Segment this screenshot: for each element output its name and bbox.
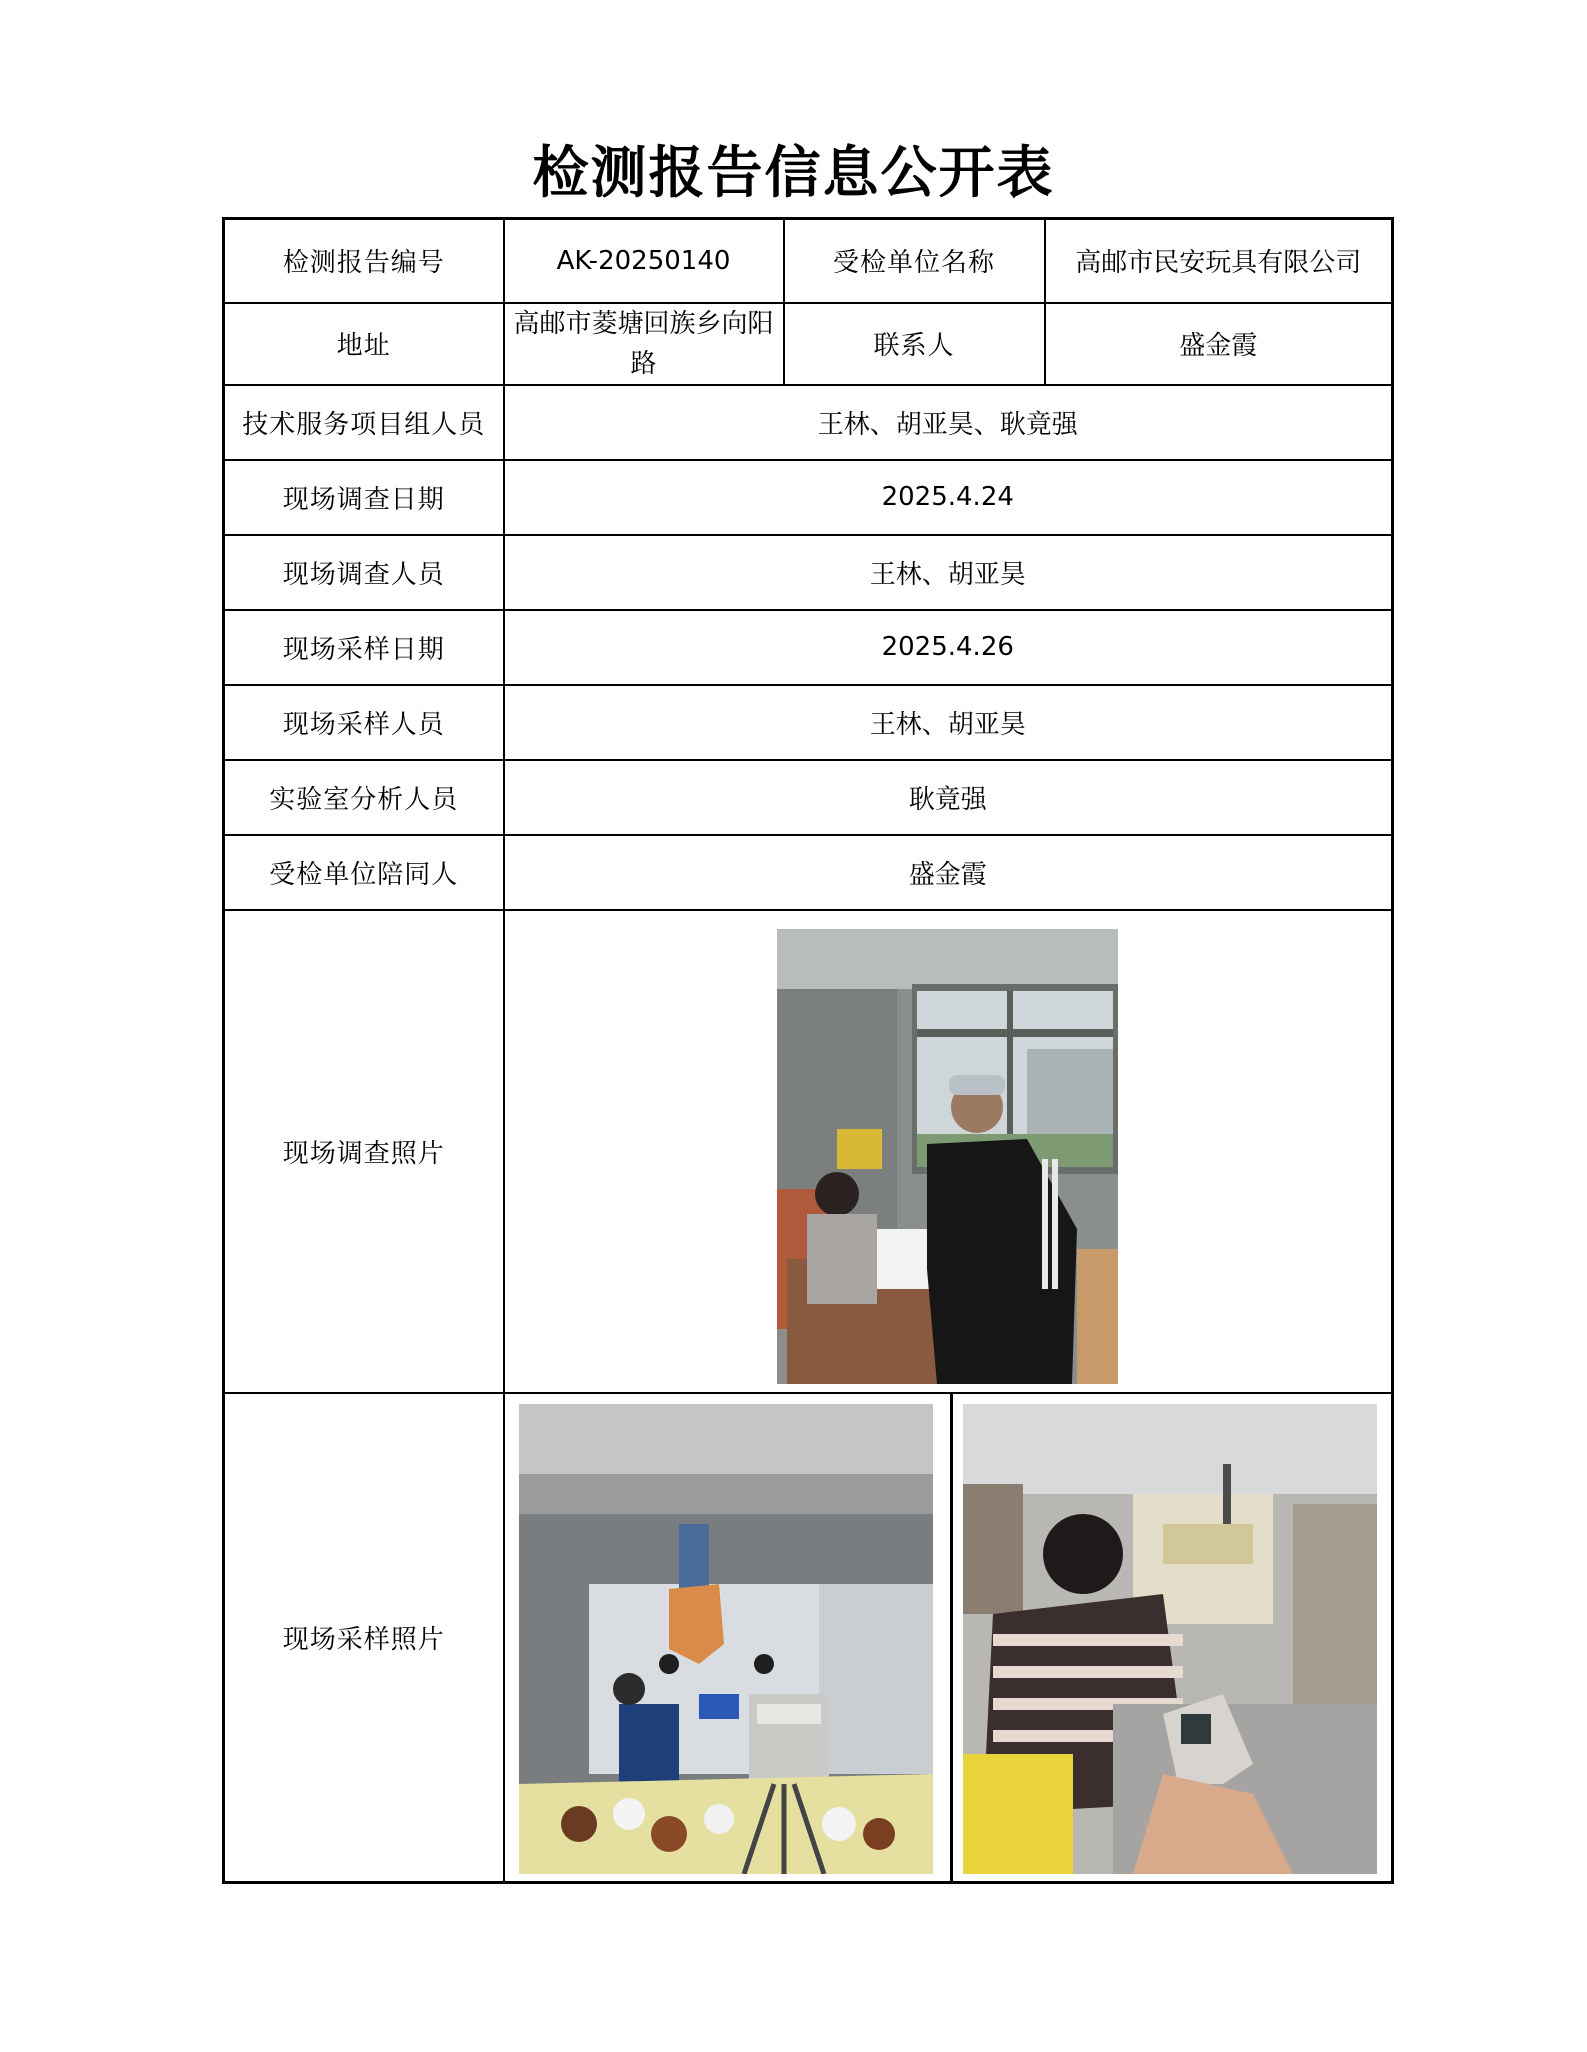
survey-date-value: 2025.4.24: [504, 460, 1393, 535]
lab-staff-value: 耿竟强: [504, 760, 1393, 835]
row-sampling-date: [224, 610, 1393, 685]
row-report-number: [224, 219, 1393, 303]
team-label: 技术服务项目组人员: [224, 385, 504, 460]
row-sampling-staff: [224, 685, 1393, 760]
lab-staff-label: 实验室分析人员: [224, 760, 504, 835]
unit-name-label: 受检单位名称: [784, 219, 1045, 303]
row-survey-staff: [224, 535, 1393, 610]
sampling-staff-label: 现场采样人员: [224, 685, 504, 760]
row-lab-staff: [224, 760, 1393, 835]
row-team: [224, 385, 1393, 460]
sampling-staff-value: 王林、胡亚昊: [504, 685, 1393, 760]
survey-photo-label: 现场调查照片: [224, 910, 504, 1393]
sampling-date-value: 2025.4.26: [504, 610, 1393, 685]
row-address: [224, 303, 1393, 385]
unit-name-value: 高邮市民安玩具有限公司: [1045, 219, 1393, 303]
sampling-date-label: 现场采样日期: [224, 610, 504, 685]
team-value: 王林、胡亚昊、耿竟强: [504, 385, 1393, 460]
contact-label: 联系人: [784, 303, 1045, 385]
survey-photo-cell: [504, 910, 1393, 1393]
report-number-value: AK-20250140: [504, 219, 784, 303]
escort-value: 盛金霞: [504, 835, 1393, 910]
photo-divider: [950, 1394, 953, 1882]
escort-label: 受检单位陪同人: [224, 835, 504, 910]
survey-photo: [777, 929, 1118, 1384]
row-sampling-photo: [224, 1393, 1393, 1883]
survey-date-label: 现场调查日期: [224, 460, 504, 535]
sampling-photo-left: [519, 1404, 933, 1874]
sampling-photo-right: [963, 1404, 1377, 1874]
row-escort: [224, 835, 1393, 910]
address-label: 地址: [224, 303, 504, 385]
page-title: 检测报告信息公开表: [532, 141, 1055, 206]
sampling-photo-label: 现场采样照片: [224, 1393, 504, 1883]
address-value: 高邮市菱塘回族乡向阳路: [504, 303, 784, 385]
contact-value: 盛金霞: [1045, 303, 1393, 385]
report-number-label: 检测报告编号: [224, 219, 504, 303]
row-survey-date: [224, 460, 1393, 535]
row-survey-photo: [224, 910, 1393, 1393]
report-table: [222, 217, 1394, 1884]
survey-staff-value: 王林、胡亚昊: [504, 535, 1393, 610]
sampling-photo-cell: [504, 1393, 1393, 1883]
survey-staff-label: 现场调查人员: [224, 535, 504, 610]
